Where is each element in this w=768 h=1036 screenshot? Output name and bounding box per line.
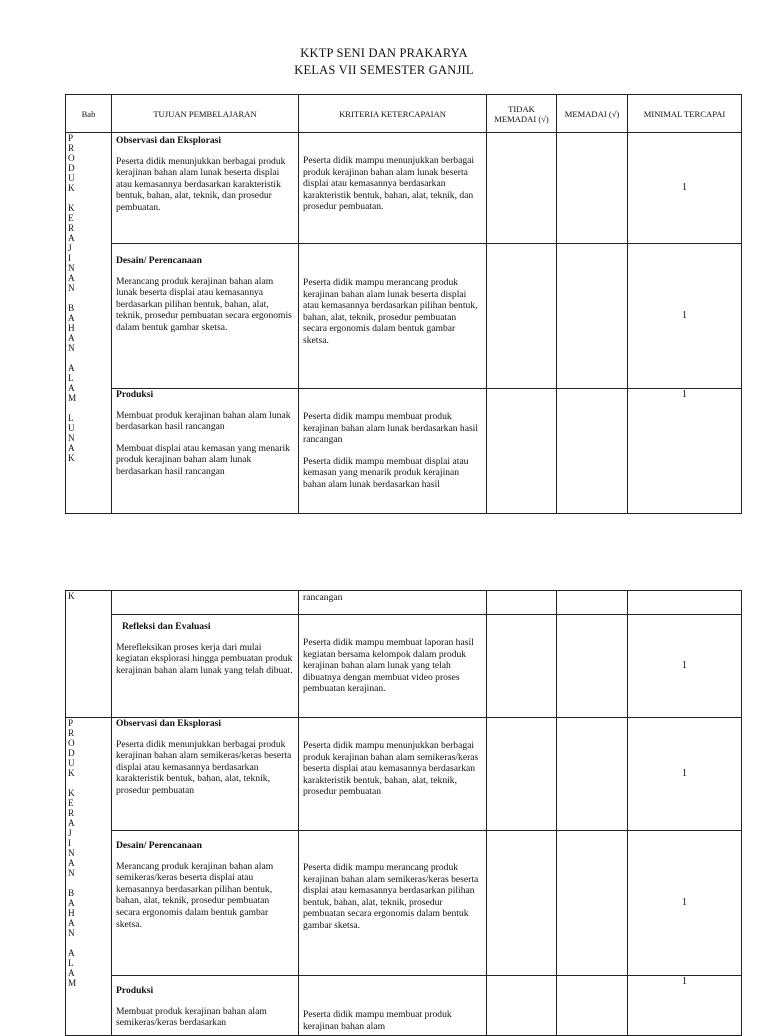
kriteria-cell [299,615,487,718]
minimal-value: 1 [628,976,742,1036]
tidak-memadai-cell [487,831,557,976]
memadai-cell [557,591,628,615]
row-heading: Desain/ Perencanaan [116,840,202,851]
kriteria-text: Peserta didik mampu menunjukkan berbagai produk kerajinan bahan alam lunak beserta displai atau kemasannya berdasarkan karakteristik bentuk, bahan, alat, teknik, dan prosedur pembuatan. [303,155,475,213]
kriteria-cell [299,831,487,976]
minimal-value: 1 [628,831,742,976]
table-row [66,976,742,1036]
kriteria-cell [299,389,487,514]
bab-cell [66,133,112,514]
memadai-cell [557,718,628,831]
minimal-value: 1 [628,133,742,244]
kriteria-continuation: rancangan [303,592,343,603]
column-header-minimal: MINIMAL TERCAPAI [628,95,742,133]
bab-vertical-label: K [68,591,75,601]
kriteria-text: Peserta didik mampu membuat produk kerajinan bahan alam lunak berdasarkan hasil rancangan [303,411,479,446]
tidak-memadai-cell [487,976,557,1036]
document-subtitle: KELAS VII SEMESTER GANJIL [294,63,474,77]
tujuan-text: Peserta didik menunjukkan berbagai produk kerajinan bahan alam semikeras/keras beserta displai atau kemasannya berdasarkan karakteristik bentuk, bahan, alat, teknik, prosedur pembuatan [116,738,292,796]
tujuan-cell [112,389,299,514]
memadai-cell [557,615,628,718]
tujuan-cell [112,591,299,615]
bab-vertical-label: P R O D U K K E R A J I N A N B A H A N A L A M L U N A K [68,133,77,463]
row-heading: Produksi [116,985,154,996]
table-row [66,718,742,831]
minimal-value: 1 [628,244,742,389]
memadai-cell [557,133,628,244]
tidak-memadai-cell [487,133,557,244]
kriteria-text: Peserta didik mampu merancang produk kerajinan bahan alam lunak beserta displai atau kemasannya berdasarkan pilihan bentuk, bahan, alat, teknik, prosedur pembuatan secara ergonomis dalam bentuk gambar sketsa. [303,277,478,346]
minimal-value: 1 [628,389,742,514]
column-header-bab: Bab [66,95,112,133]
table-row [66,244,742,389]
memadai-cell [557,976,628,1036]
kktp-table-page-1 [65,94,742,514]
kriteria-cell [299,976,487,1036]
column-header-tujuan: TUJUAN PEMBELAJARAN [112,95,299,133]
column-header-kriteria: KRITERIA KETERCAPAIAN [299,95,487,133]
table-row [66,591,742,615]
kriteria-cell [299,133,487,244]
tujuan-cell [112,718,299,831]
table-row [66,831,742,976]
minimal-value: 1 [628,718,742,831]
table-row [66,615,742,718]
bab-cell [66,591,112,718]
tujuan-text: Peserta didik menunjukkan berbagai produk kerajinan bahan alam lunak beserta displai atau kemasannya berdasarkan karakteristik bentuk, bahan, alat, teknik, dan prosedur pembuatan. [116,155,286,213]
memadai-cell [557,831,628,976]
row-heading: Produksi [116,389,154,400]
tidak-memadai-cell [487,615,557,718]
tidak-memadai-cell [487,244,557,389]
minimal-value: 1 [628,615,742,718]
tujuan-cell [112,615,299,718]
kriteria-cell [299,591,487,615]
bab-vertical-label: P R O D U K K E R A J I N A N B A H A N A L A M [68,718,77,988]
tujuan-text: Membuat displai atau kemasan yang menarik produk kerajinan bahan alam lunak berdasarkan hasil rancangan [116,442,290,477]
row-heading: Observasi dan Eksplorasi [116,135,222,146]
table-row [66,133,742,244]
tujuan-text: Merancang produk kerajinan bahan alam semikeras/keras beserta displai atau kemasannya berdasarkan pilihan bentuk, bahan, alat, teknik, prosedur pembuatan secara ergonomis dalam bentuk gambar sketsa. [116,860,274,930]
kriteria-text: Peserta didik mampu membuat laporan hasil kegiatan bersama kelompok dalam produk kerajinan bahan alam lunak yang telah dibuatnya dengan membuat video proses pembuatan kerajinan. [303,637,474,695]
minimal-cell [628,591,742,615]
tujuan-text: Membuat produk kerajinan bahan alam semikeras/keras berdasarkan [116,1005,267,1029]
kktp-table-page-2 [65,590,742,1036]
tujuan-cell [112,976,299,1036]
kriteria-cell [299,718,487,831]
kriteria-text: Peserta didik mampu membuat produk kerajinan bahan alam [303,1009,452,1032]
column-header-tidak-memadai: TIDAK MEMADAI (√) [487,95,557,133]
kriteria-cell [299,244,487,389]
kriteria-text: Peserta didik mampu membuat displai atau kemasan yang menarik produk kerajinan bahan alam lunak berdasarkan hasil [303,455,469,490]
tujuan-text: Merancang produk kerajinan bahan alam lunak beserta displai atau kemasannya berdasarkan pilihan bentuk, bahan, alat, teknik, prosedur pembuatan secara ergonomis dalam bentuk gambar sketsa. [116,275,292,333]
kriteria-text: Peserta didik mampu merancang produk kerajinan bahan alam semikeras/keras beserta displai atau kemasannya berdasarkan pilihan bentuk, bahan, alat, teknik, prosedur pembuatan secara ergonomis dalam bentuk gambar sketsa. [303,862,479,931]
bab-cell [66,718,112,1036]
memadai-cell [557,244,628,389]
tujuan-text: Membuat produk kerajinan bahan alam lunak berdasarkan hasil rancangan [116,409,291,433]
row-heading: Desain/ Perencanaan [116,255,202,266]
table-row [66,389,742,514]
tujuan-cell [112,133,299,244]
column-header-memadai: MEMADAI (√) [557,95,628,133]
document-title: KKTP SENI DAN PRAKARYA [300,46,468,60]
tujuan-text: Merefleksikan proses kerja dari mulai kegiatan eksplorasi hingga pembuatan produk kerajinan bahan alam lunak yang telah dibuat. [116,641,293,676]
kriteria-text: Peserta didik mampu menunjukkan berbagai produk kerajinan bahan alam semikeras/keras beserta displai atau kemasannya berdasarkan karakteristik bentuk, bahan, alat, teknik, prosedur pembuatan [303,740,479,798]
tidak-memadai-cell [487,718,557,831]
row-heading: Refleksi dan Evaluasi [122,621,211,632]
row-heading: Observasi dan Eksplorasi [116,718,222,729]
memadai-cell [557,389,628,514]
tidak-memadai-cell [487,591,557,615]
table-header-row [66,95,742,133]
tujuan-cell [112,244,299,389]
tidak-memadai-cell [487,389,557,514]
tujuan-cell [112,831,299,976]
